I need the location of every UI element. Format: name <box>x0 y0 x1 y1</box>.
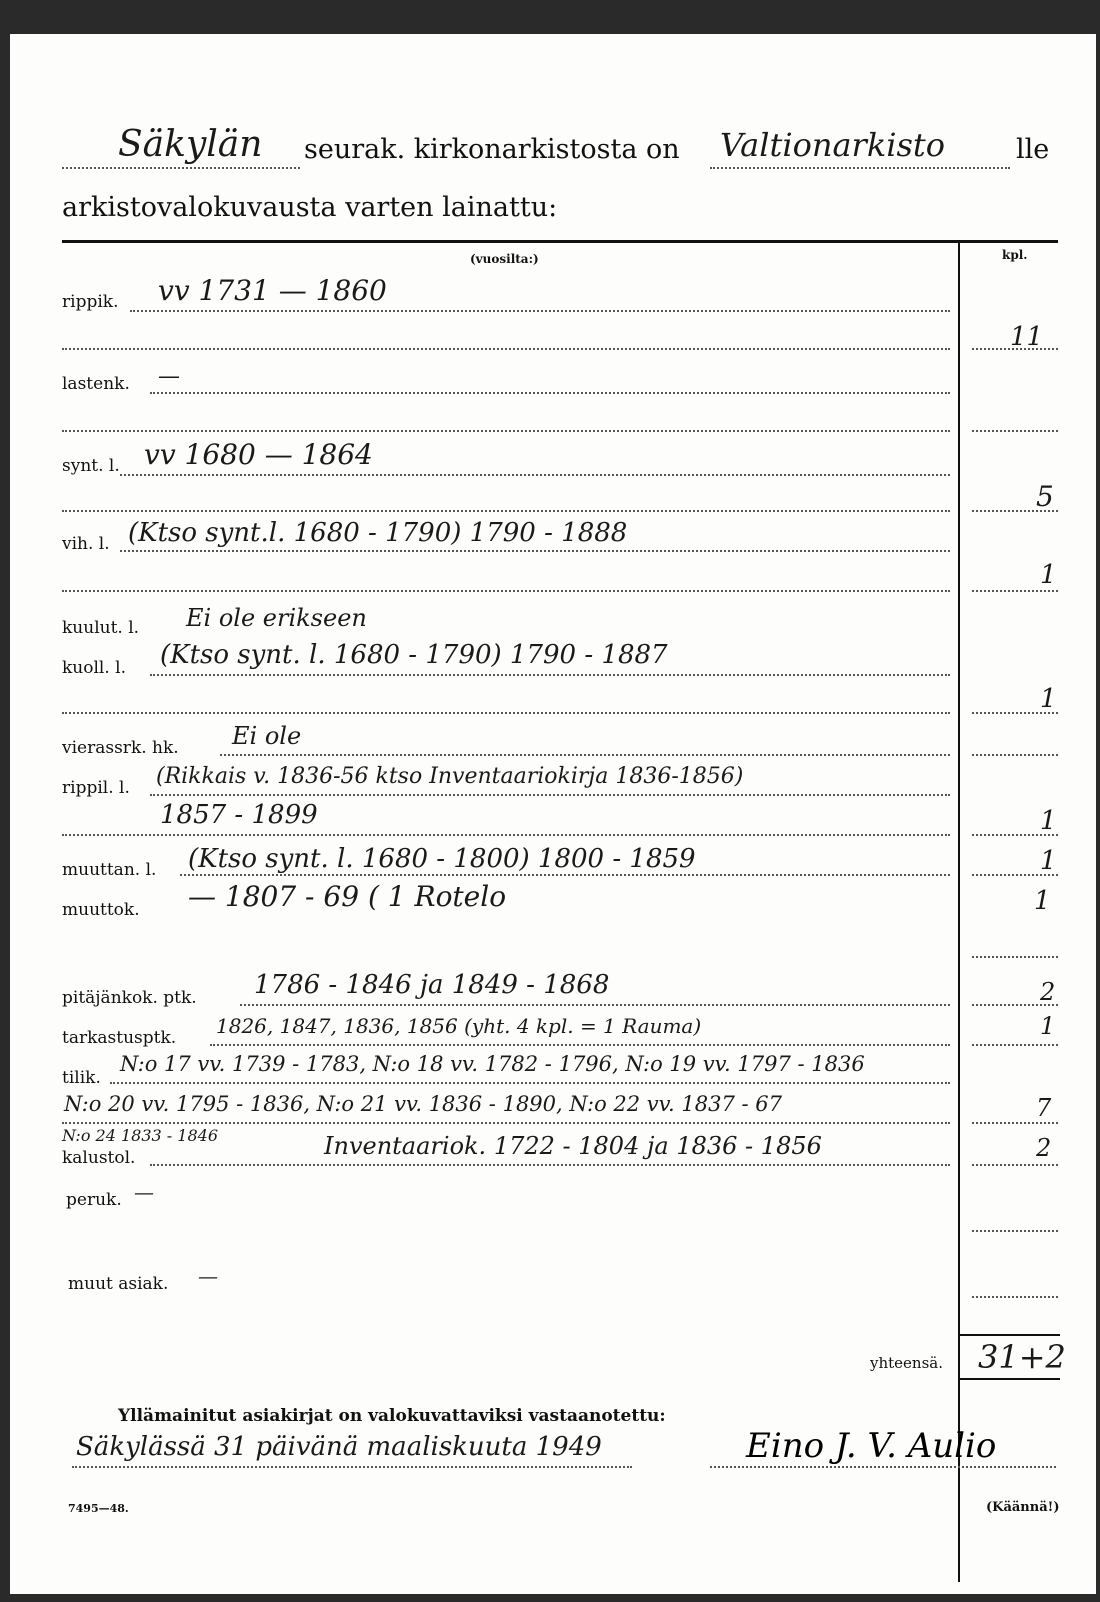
rippik-count: 11 <box>1010 322 1044 352</box>
form-number: 7495—48. <box>68 1502 129 1515</box>
vierassrk-value: Ei ole <box>232 722 302 750</box>
peruk-value: — <box>134 1180 154 1204</box>
muuttok-value: — 1807 - 69 ( 1 Rotelo <box>188 880 507 913</box>
tilik-count: 7 <box>1036 1094 1052 1122</box>
received-statement: Yllämainitut asiakirjat on valokuvattaviksi vastaanotettu: <box>118 1406 666 1426</box>
pitajankok-value: 1786 - 1846 ja 1849 - 1868 <box>254 970 610 1000</box>
kuoll-count: 1 <box>1040 684 1057 714</box>
tarkastus-value: 1826, 1847, 1836, 1856 (yht. 4 kpl. = 1 Rauma) <box>216 1014 702 1038</box>
vih-label: vih. l. <box>62 534 110 554</box>
vih-count: 1 <box>1040 560 1057 590</box>
tilik-value-line-2: N:o 20 vv. 1795 - 1836, N:o 21 vv. 1836 - 1890, N:o 22 vv. 1837 - 67 <box>64 1092 782 1116</box>
archive-name: Valtionarkisto <box>720 126 945 164</box>
synt-count: 5 <box>1036 480 1054 513</box>
muut-value: — <box>198 1264 218 1288</box>
lastenk-value: — <box>158 364 180 389</box>
kalustol-label: kalustol. <box>62 1148 136 1168</box>
vih-value: (Ktso synt.l. 1680 - 1790) 1790 - 1888 <box>128 518 628 548</box>
total-value: 31+2 <box>978 1338 1066 1376</box>
header-text: seurak. kirkonarkistosta on <box>304 134 680 165</box>
pitajankok-label: pitäjänkok. ptk. <box>62 988 197 1008</box>
kalustol-count: 2 <box>1036 1134 1052 1162</box>
rippil-value: (Rikkais v. 1836-56 ktso Inventaariokirja 1836-1856) <box>156 764 744 789</box>
kuoll-value: (Ktso synt. l. 1680 - 1790) 1790 - 1887 <box>160 640 668 670</box>
synt-label: synt. l. <box>62 456 120 476</box>
lastenk-label: lastenk. <box>62 374 130 394</box>
tarkastus-count: 1 <box>1040 1012 1056 1040</box>
muuttan-value: (Ktso synt. l. 1680 - 1800) 1800 - 1859 <box>188 844 696 874</box>
rippik-label: rippik. <box>62 292 119 312</box>
kalustol-value: Inventaariok. 1722 - 1804 ja 1836 - 1856 <box>324 1132 822 1160</box>
muuttok-label: muuttok. <box>62 900 140 920</box>
kuulut-label: kuulut. l. <box>62 618 140 638</box>
rippil-count: 1 <box>1040 806 1057 836</box>
muuttok-count: 1 <box>1034 886 1051 916</box>
tilik-value: N:o 17 vv. 1739 - 1783, N:o 18 vv. 1782 - 1796, N:o 19 vv. 1797 - 1836 <box>120 1052 865 1076</box>
count-column-header: kpl. <box>1002 248 1028 262</box>
kuoll-label: kuoll. l. <box>62 658 127 678</box>
muut-label: muut asiak. <box>68 1274 169 1294</box>
turn-over-note: (Käännä!) <box>986 1500 1060 1515</box>
kuulut-value: Ei ole erikseen <box>186 604 367 632</box>
header-line-2: arkistovalokuvausta varten lainattu: <box>62 192 558 223</box>
header-suffix: lle <box>1016 134 1050 165</box>
rippil-continued: 1857 - 1899 <box>160 800 318 830</box>
total-label: yhteensä. <box>870 1354 943 1372</box>
muuttan-label: muuttan. l. <box>62 860 157 880</box>
tilik-value-line-3: N:o 24 1833 - 1846 <box>62 1126 218 1145</box>
pitajankok-count: 2 <box>1040 978 1056 1006</box>
muuttan-count: 1 <box>1040 846 1057 876</box>
rippik-value: vv 1731 — 1860 <box>158 274 387 307</box>
vierassrk-label: vierassrk. hk. <box>62 738 179 758</box>
rippil-label: rippil. l. <box>62 778 130 798</box>
synt-value: vv 1680 — 1864 <box>144 438 373 471</box>
parish-name: Säkylän <box>118 124 263 165</box>
archive-loan-form <box>10 34 1096 1594</box>
tilik-label: tilik. <box>62 1068 101 1088</box>
signature: Eino J. V. Aulio <box>746 1426 997 1466</box>
tarkastus-label: tarkastusptk. <box>62 1028 177 1048</box>
place-date: Säkylässä 31 päivänä maaliskuuta 1949 <box>76 1432 602 1462</box>
years-column-header: (vuosilta:) <box>470 252 539 266</box>
peruk-label: peruk. <box>66 1190 122 1210</box>
